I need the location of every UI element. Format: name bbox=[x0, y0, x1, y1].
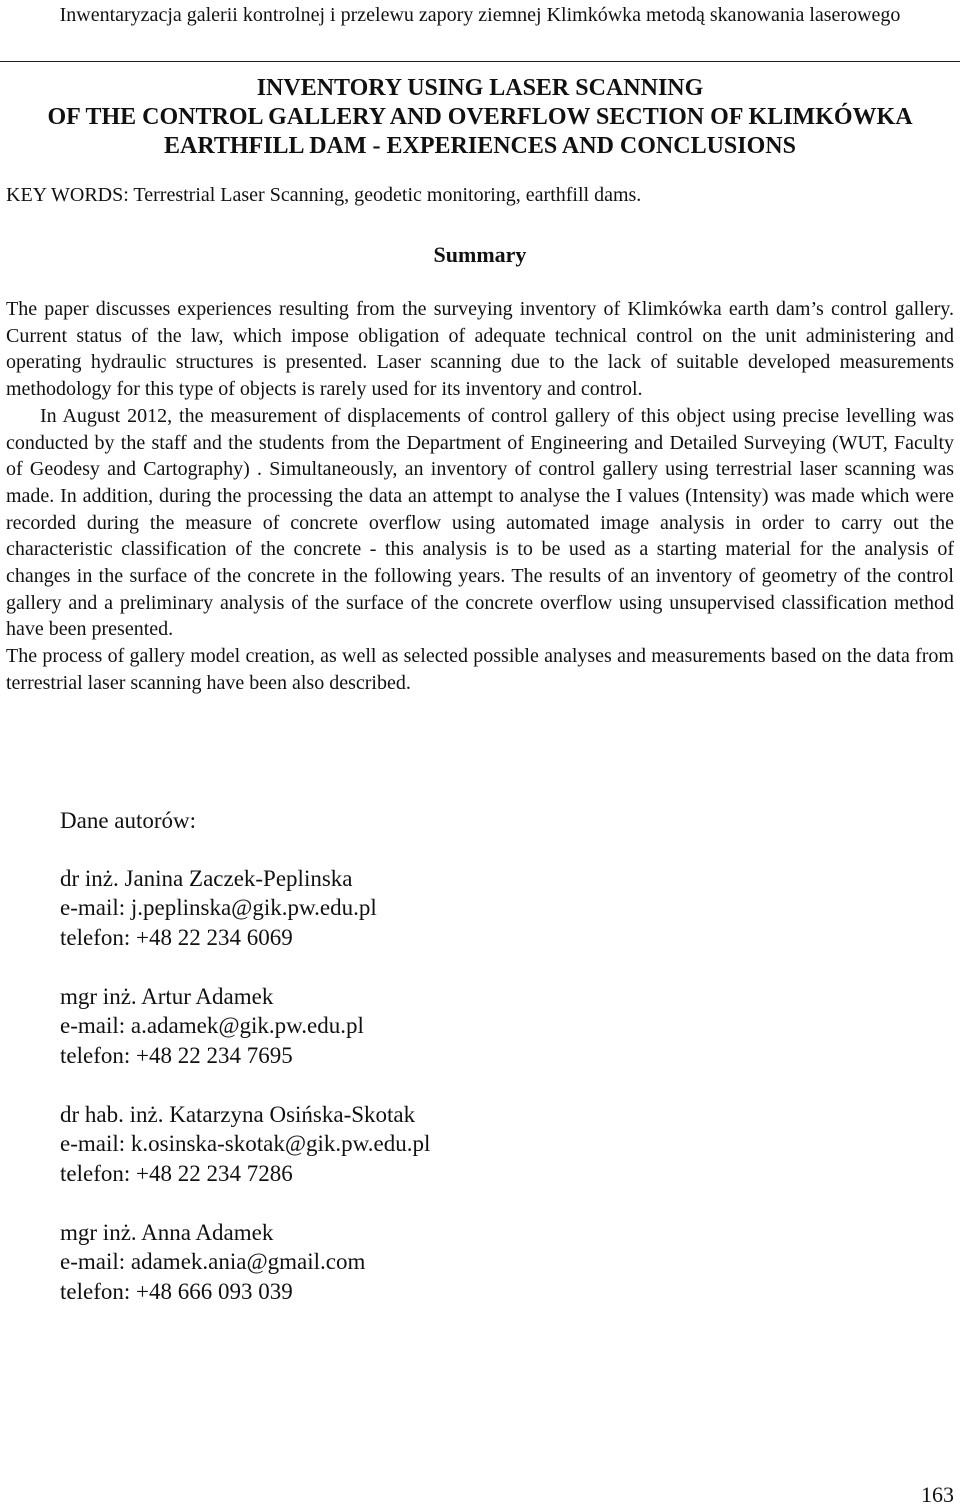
author-email: e-mail: a.adamek@gik.pw.edu.pl bbox=[60, 1013, 364, 1038]
title-line: INVENTORY USING LASER SCANNING bbox=[256, 75, 704, 101]
summary-paragraph: In August 2012, the measurement of displacements of control gallery of this object using precise levelling was conducted by the staff and the students from the Department of Engineering and Detailed Surveying (WUT, Faculty of Geodesy and Cartography) . Simultaneously, an inventory of control gallery using terrestrial laser scanning was made. In addition, during the processing the data an attempt to analyse the I values (Intensity) was made which were recorded during the measure of concrete overflow using automated image analysis in order to carry out the characteristic classification of the concrete - this analysis is to be used as a starting material for the analysis of changes in the surface of the concrete in the following years. The results of an inventory of geometry of the control gallery and a preliminary analysis of the surface of the concrete overflow using unsupervised classification method have been presented. bbox=[6, 404, 954, 641]
title-line: EARTHFILL DAM - EXPERIENCES AND CONCLUSIONS bbox=[164, 133, 796, 159]
title-line: OF THE CONTROL GALLERY AND OVERFLOW SECTION OF KLIMKÓWKA bbox=[47, 104, 913, 130]
summary-paragraph: The process of gallery model creation, as well as selected possible analyses and measurements based on the data from terrestrial laser scanning have been also described. bbox=[6, 645, 954, 694]
author-name: dr hab. inż. Katarzyna Osińska-Skotak bbox=[60, 1101, 416, 1127]
paper-title bbox=[0, 74, 960, 161]
author-phone: telefon: +48 22 234 6069 bbox=[60, 924, 293, 950]
author-email: e-mail: k.osinska-skotak@gik.pw.edu.pl bbox=[60, 1131, 431, 1156]
author-entry bbox=[60, 864, 920, 953]
page-number: 163 bbox=[921, 1482, 954, 1507]
author-phone: telefon: +48 666 093 039 bbox=[60, 1278, 293, 1304]
keywords: KEY WORDS: Terrestrial Laser Scanning, geodetic monitoring, earthfill dams. bbox=[6, 184, 642, 206]
author-name: mgr inż. Anna Adamek bbox=[60, 1219, 274, 1245]
summary-body bbox=[6, 296, 954, 697]
summary-paragraph: The paper discusses experiences resulting from the surveying inventory of Klimkówka earth dam’s control gallery. Current status of the law, which impose obligation of adequate technical control on the unit administering and operating hydraulic structures is presented. Laser scanning due to the lack of suitable developed measurements methodology for this type of objects is rarely used for its inventory and control. bbox=[6, 298, 954, 401]
author-entry bbox=[60, 1100, 920, 1189]
author-entry bbox=[60, 982, 920, 1071]
author-email: e-mail: j.peplinska@gik.pw.edu.pl bbox=[60, 895, 377, 920]
summary-heading: Summary bbox=[433, 242, 527, 267]
author-name: dr inż. Janina Zaczek-Peplinska bbox=[60, 865, 353, 891]
author-email: e-mail: adamek.ania@gmail.com bbox=[60, 1249, 366, 1274]
author-name: mgr inż. Artur Adamek bbox=[60, 983, 274, 1009]
running-header: Inwentaryzacja galerii kontrolnej i przelewu zapory ziemnej Klimkówka metodą skanowania laserowego bbox=[0, 0, 960, 62]
author-phone: telefon: +48 22 234 7286 bbox=[60, 1160, 293, 1186]
author-phone: telefon: +48 22 234 7695 bbox=[60, 1042, 293, 1068]
author-entry bbox=[60, 1218, 920, 1307]
authors-heading: Dane autorów: bbox=[60, 808, 197, 833]
authors-section bbox=[60, 806, 920, 1336]
